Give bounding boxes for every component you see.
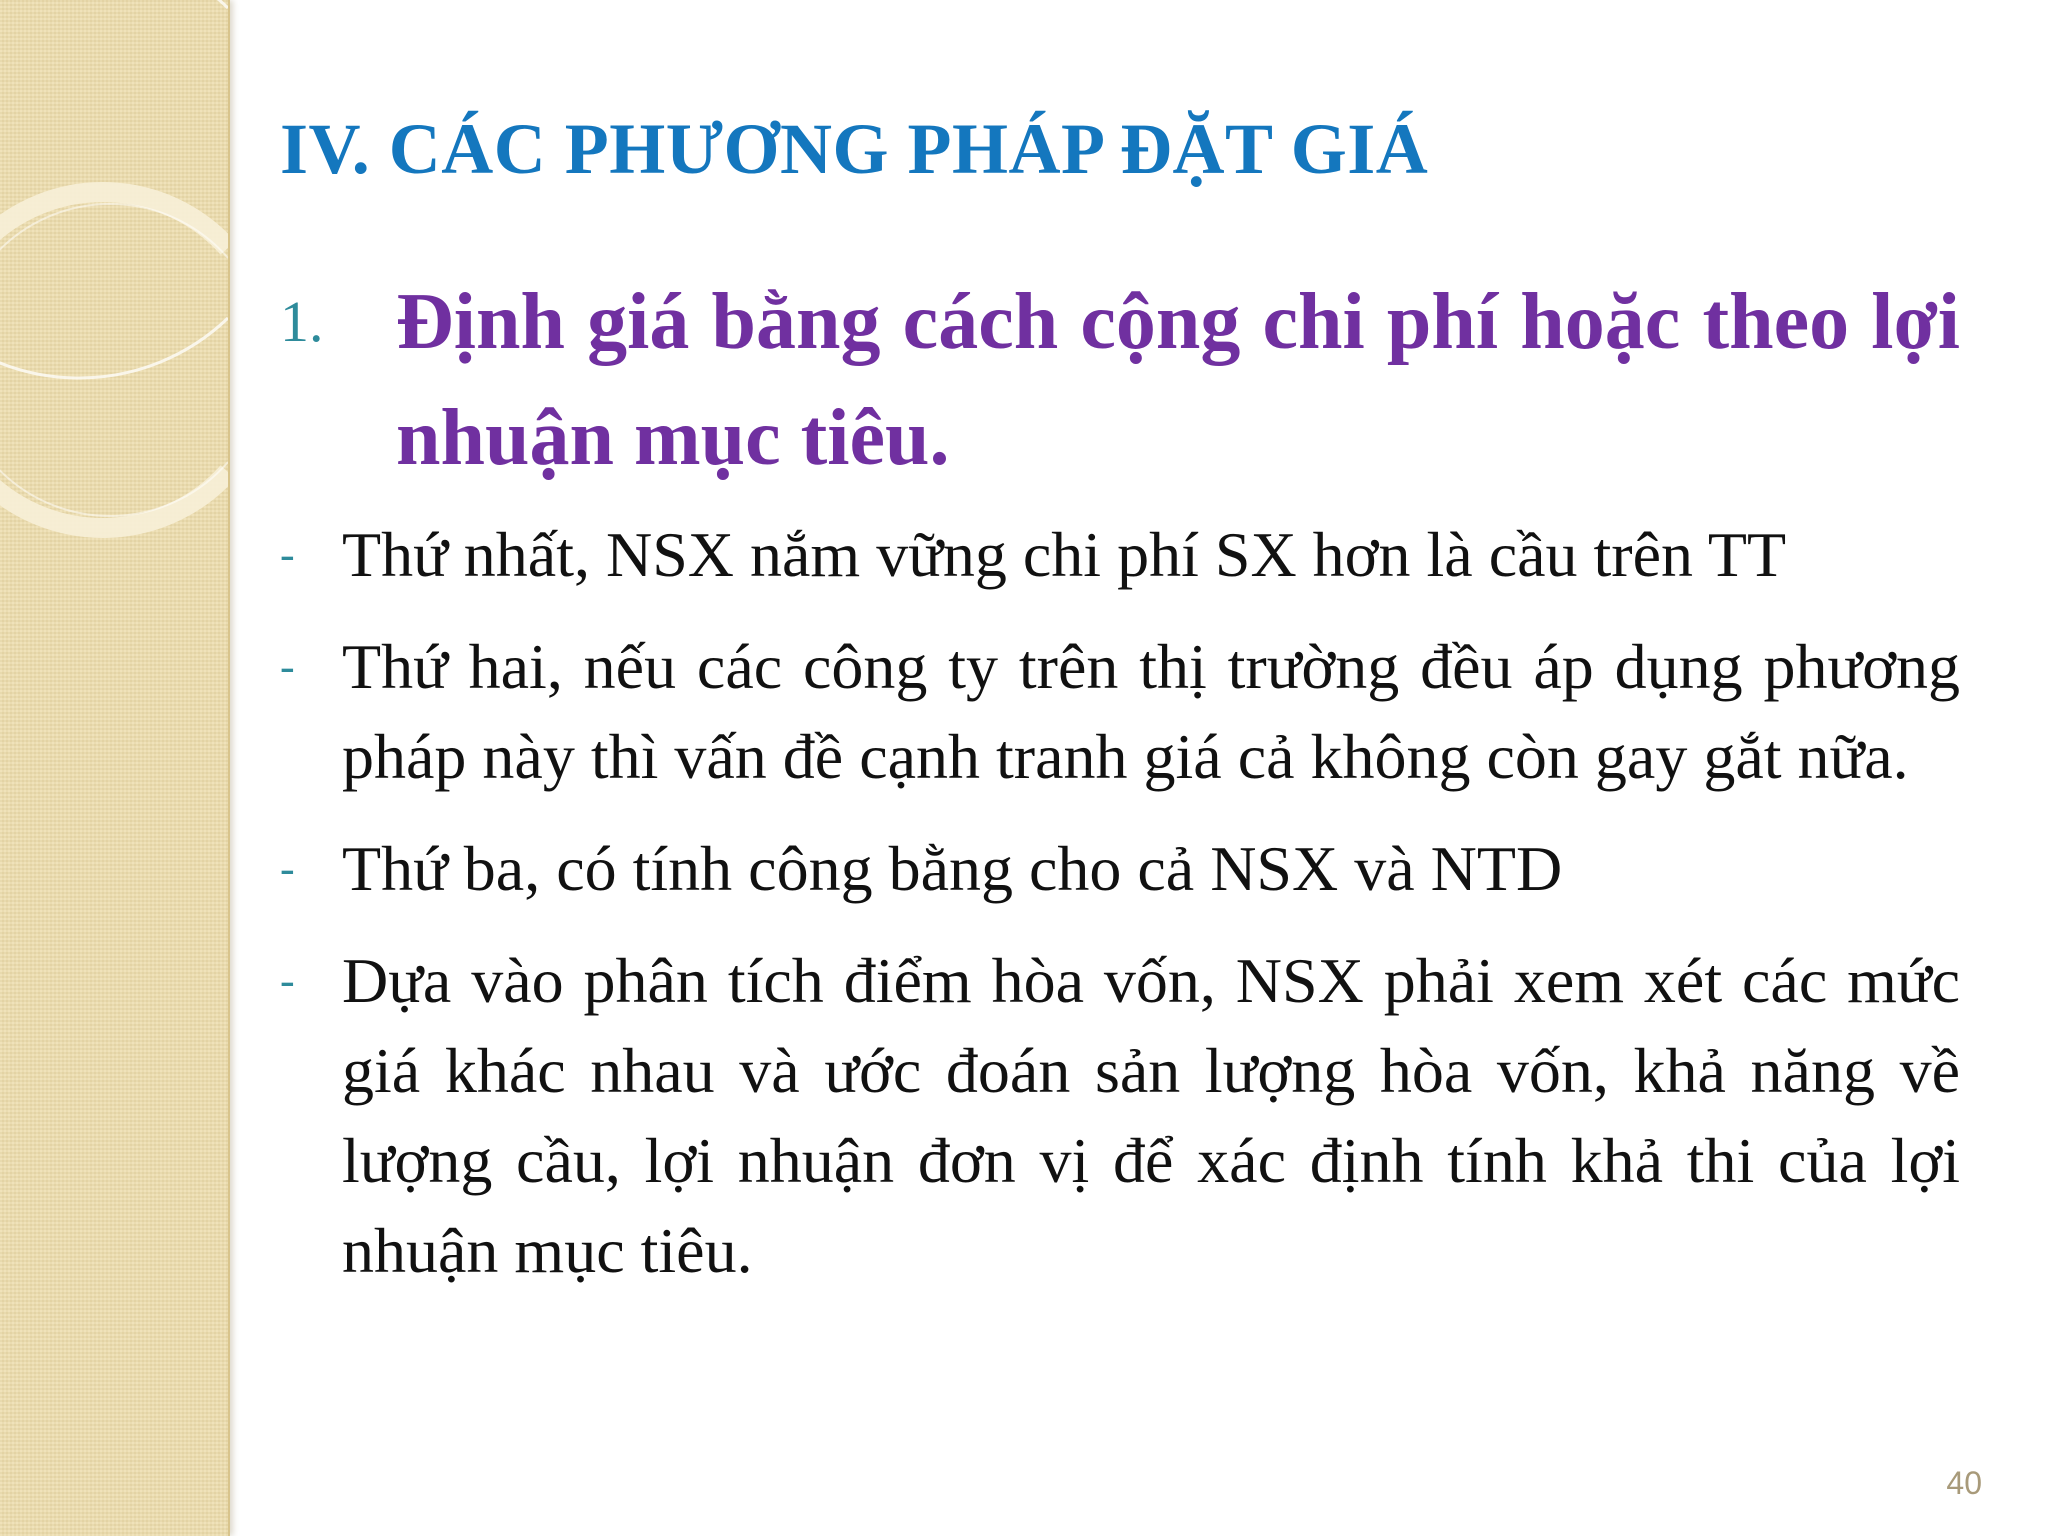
bullet-text: Thứ nhất, NSX nắm vững chi phí SX hơn là cầu trên TT <box>342 519 1787 590</box>
heading-text: Định giá bằng cách cộng chi phí hoặc theo lợi nhuận mục tiêu. <box>396 278 1960 482</box>
heading-number: 1. <box>280 289 324 354</box>
slide-title: IV. CÁC PHƯƠNG PHÁP ĐẶT GIÁ <box>280 109 1429 189</box>
page-number: 40 <box>1946 1465 1982 1501</box>
decorative-side-band <box>0 0 230 1536</box>
bullet-item <box>280 510 1960 600</box>
bullet-marker: - <box>280 642 295 691</box>
bullet-text: Thứ ba, có tính công bằng cho cả NSX và NTD <box>342 833 1563 904</box>
bullet-marker: - <box>280 844 295 893</box>
section-heading <box>280 264 1960 496</box>
bullet-item <box>280 622 1960 802</box>
bullet-text: Thứ hai, nếu các công ty trên thị trường đều áp dụng phương pháp này thì vấn đề cạnh tranh giá cả không còn gay gắt nữa. <box>342 631 1960 792</box>
decorative-rings <box>0 0 228 1536</box>
bullet-marker: - <box>280 530 295 579</box>
bullet-text: Dựa vào phân tích điểm hòa vốn, NSX phải xem xét các mức giá khác nhau và ước đoán sản lượng hòa vốn, khả năng về lượng cầu, lợi nhuận đơn vị để xác định tính khả thi của lợi nhuận mục tiêu. <box>342 945 1960 1286</box>
bullet-marker: - <box>280 956 295 1005</box>
bullet-item <box>280 936 1960 1296</box>
bullet-list <box>280 510 1960 1318</box>
bullet-item <box>280 824 1960 914</box>
